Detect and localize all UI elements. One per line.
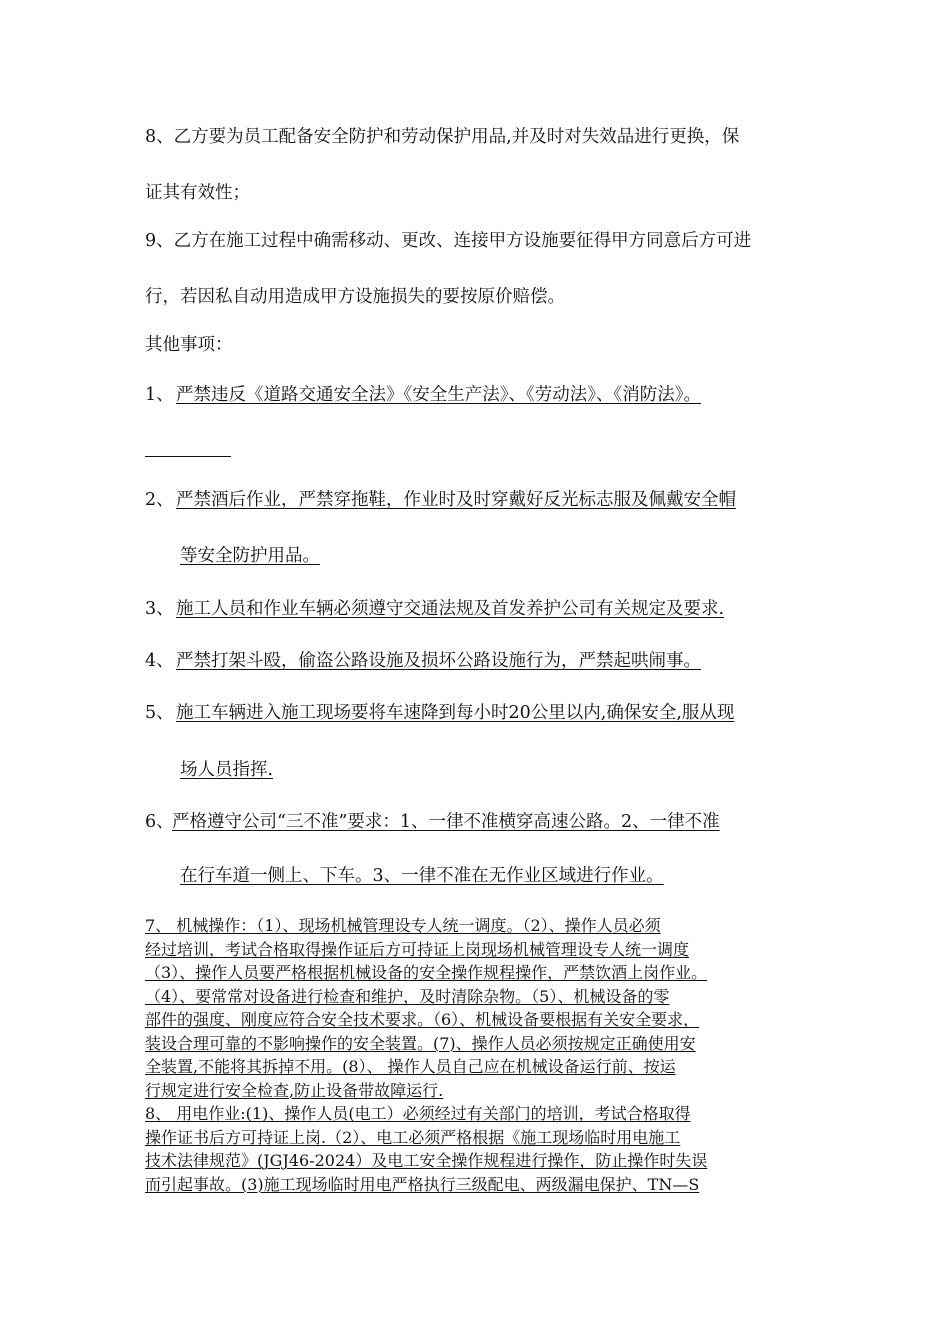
blank-line: [145, 456, 231, 457]
rules-row: 行规定进行安全检查,防止设备带故障运行.: [145, 1080, 444, 1100]
other-item-4-number: 4、: [145, 651, 174, 671]
other-item-2-line-1: 严禁酒后作业，严禁穿拖鞋，作业时及时穿戴好反光标志服及佩戴安全帽: [176, 490, 736, 510]
rules-row: 7、 机械操作：（1）、现场机械管理设专人统一调度。（2）、操作人员必须: [145, 916, 661, 935]
other-item-1-number: 1、: [145, 385, 174, 405]
rules-row: 技术法律规范》(JGJ46-2024）及电工安全操作规程进行操作，防止操作时失误: [145, 1151, 708, 1170]
rules-row: 操作证书后方可持证上岗.（2）、电工必须严格根据《施工现场临时用电施工: [145, 1127, 681, 1147]
other-item-5-line-2: 场人员指挥.: [180, 760, 274, 780]
other-heading: 其他事项：: [145, 335, 233, 355]
other-item-2-line-2: 等安全防护用品。: [180, 546, 320, 566]
other-item-1-text: 严禁违反《道路交通安全法》《安全生产法》、《劳动法》、《消防法》。: [176, 385, 701, 405]
other-item-3-number: 3、: [145, 599, 174, 619]
rules-row: 装设合理可靠的不影响操作的安全装置。(7)、操作人员必须按规定正确使用安: [145, 1033, 696, 1053]
other-item-6-line-2: 在行车道一侧上、下车。3、一律不准在无作业区域进行作业。: [180, 866, 664, 886]
rules-row: （4）、要常常对设备进行检查和维护，及时清除杂物。（5）、机械设备的零: [145, 986, 670, 1006]
rules-row: （3）、操作人员要严格根据机械设备的安全操作规程操作，严禁饮酒上岗作业。: [145, 963, 708, 982]
item-8-line-2: 证其有效性；: [145, 183, 250, 203]
rules-row: 全装置,不能将其拆掉不用。(8）、 操作人员自己应在机械设备运行前、按运: [145, 1057, 676, 1076]
other-item-2-number: 2、: [145, 490, 174, 510]
rules-row: 经过培训，考试合格取得操作证后方可持证上岗现场机械管理设专人统一调度: [145, 939, 690, 959]
item-8-line-1: 8、乙方要为员工配备安全防护和劳动保护用品,并及时对失效品进行更换，保: [145, 127, 740, 147]
other-item-6-line-1: 严格遵守公司“三不准”要求：1、一律不准横穿高速公路。2、一律不准: [172, 812, 720, 832]
other-item-5-number: 5、: [145, 703, 174, 723]
item-9-line-2: 行，若因私自动用造成甲方设施损失的要按原价赔偿。: [145, 287, 565, 307]
other-item-4-text: 严禁打架斗殴，偷盗公路设施及损坏公路设施行为，严禁起哄闹事。: [176, 651, 701, 671]
rules-row: 8、 用电作业:(1)、操作人员(电工）必须经过有关部门的培训，考试合格取得: [145, 1104, 691, 1123]
rules-row: 而引起事故。(3)施工现场临时用电严格执行三级配电、两级漏电保护、TN—S: [145, 1174, 700, 1194]
item-9-line-1: 9、乙方在施工过程中确需移动、更改、连接甲方设施要征得甲方同意后方可进: [145, 231, 752, 251]
operation-rules-block: [145, 914, 813, 1196]
other-item-6-number: 6、: [145, 812, 174, 832]
rules-row: 部件的强度、刚度应符合安全技术要求。（6）、机械设备要根据有关安全要求，: [145, 1010, 700, 1029]
other-item-5-line-1: 施工车辆进入施工现场要将车速降到每小时20公里以内,确保安全,服从现: [176, 703, 735, 723]
other-item-3-text: 施工人员和作业车辆必须遵守交通法规及首发养护公司有关规定及要求.: [176, 599, 725, 619]
